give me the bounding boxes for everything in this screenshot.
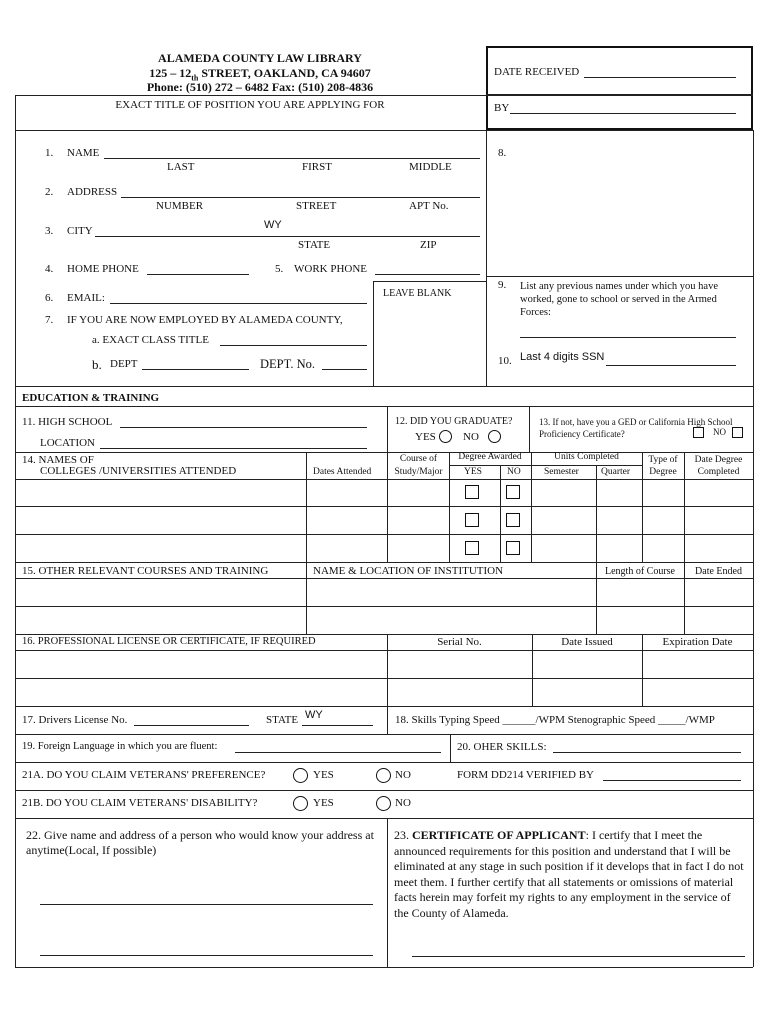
home-phone-label: HOME PHONE <box>67 263 139 275</box>
position-title-field[interactable] <box>22 113 477 131</box>
org-name: ALAMEDA COUNTY LAW LIBRARY <box>158 51 362 65</box>
ged-yes-checkbox[interactable] <box>693 427 704 438</box>
org-address: $125 - 12_{th}$ STREET, OAKLAND, CA 94607 <box>149 66 371 83</box>
graduate-yes-radio[interactable] <box>439 430 452 443</box>
course-row-2[interactable] <box>16 607 306 633</box>
previous-names-field[interactable] <box>520 337 736 338</box>
dept-no-field[interactable] <box>322 369 367 370</box>
course-row-1[interactable] <box>16 579 306 605</box>
degree-yes-checkbox-3[interactable] <box>465 541 479 555</box>
previous-names-label: List any previous names under which you have worked, gone to school or served in the Armed Forces: <box>520 281 718 318</box>
education-section-title: EDUCATION & TRAINING <box>22 392 160 404</box>
degree-yes-checkbox-1[interactable] <box>465 485 479 499</box>
ged-label: 13. If not, have you a GED or California High School Proficiency Certificate? <box>539 417 733 439</box>
home-phone-field[interactable] <box>147 274 249 275</box>
email-field[interactable] <box>110 303 367 304</box>
other-skills-field[interactable] <box>553 752 741 753</box>
state-value: WY <box>264 219 282 231</box>
dept-label: DEPT <box>110 358 138 370</box>
vet-dis-yes-radio[interactable] <box>293 796 308 811</box>
vet-pref-yes-radio[interactable] <box>293 768 308 783</box>
date-received-field[interactable] <box>584 77 736 78</box>
date-received-label: DATE RECEIVED <box>494 66 580 78</box>
work-phone-field[interactable] <box>375 274 480 275</box>
employed-label: IF YOU ARE NOW EMPLOYED BY ALAMEDA COUNTY, <box>67 314 343 326</box>
college-row-3[interactable] <box>16 535 306 561</box>
other-skills-label: 20. OHER SKILLS: <box>457 741 547 753</box>
dl-state-value: WY <box>305 709 323 721</box>
address-field[interactable] <box>121 197 480 198</box>
drivers-license-label: 17. Drivers License No. <box>22 714 128 726</box>
license-row-2[interactable] <box>16 679 386 705</box>
city-field[interactable] <box>95 236 480 237</box>
ssn-field[interactable] <box>606 365 736 366</box>
position-title-label: EXACT TITLE OF POSITION YOU ARE APPLYING FOR <box>115 99 385 111</box>
applicant-signature-field[interactable] <box>412 956 745 957</box>
location-field[interactable] <box>100 448 367 449</box>
vet-pref-no-radio[interactable] <box>376 768 391 783</box>
reference-label: 22. Give name and address of a person who would know your address at anytime(Local, If possible) <box>26 828 374 857</box>
foreign-language-label: 19. Foreign Language in which you are fluent: <box>22 741 218 752</box>
email-label: EMAIL: <box>67 292 105 304</box>
foreign-language-field[interactable] <box>235 752 441 753</box>
high-school-field[interactable] <box>120 427 367 428</box>
license-label: 16. PROFESSIONAL LICENSE OR CERTIFICATE, IF REQUIRED <box>22 636 316 647</box>
high-school-label: 11. HIGH SCHOOL <box>22 416 113 428</box>
dd214-label: FORM DD214 VERIFIED BY <box>457 769 595 781</box>
drivers-license-field[interactable] <box>134 725 249 726</box>
leave-blank-label: LEAVE BLANK <box>383 288 452 299</box>
degree-yes-checkbox-2[interactable] <box>465 513 479 527</box>
location-label: LOCATION <box>40 437 95 449</box>
ssn-label: Last 4 digits SSN <box>520 351 605 363</box>
dl-state-field[interactable] <box>302 725 373 726</box>
vet-preference-label: 21A. DO YOU CLAIM VETERANS' PREFERENCE? <box>22 769 266 781</box>
certificate-text: 23. CERTIFICATE OF APPLICANT: I certify that I meet the announced requirements for this position and understand that I will be eliminated at any stage in such position if it develops that in fact I do not meet them. I further certify that all statements or omissions of material facts herein may forfeit my rights to any employment in the service of the County of Alameda. <box>394 828 744 920</box>
college-row-2[interactable] <box>16 507 306 533</box>
class-title-field[interactable] <box>220 345 367 346</box>
reference-line-1[interactable] <box>40 904 373 905</box>
degree-no-checkbox-2[interactable] <box>506 513 520 527</box>
name-label: NAME <box>67 147 100 159</box>
by-label: BY <box>494 102 510 114</box>
dept-no-label: DEPT. No. <box>260 357 315 371</box>
degree-no-checkbox-1[interactable] <box>506 485 520 499</box>
class-title-label: a. EXACT CLASS TITLE <box>92 334 209 346</box>
dd214-field[interactable] <box>603 780 741 781</box>
city-label: CITY <box>67 225 93 237</box>
vet-disability-label: 21B. DO YOU CLAIM VETERANS' DISABILITY? <box>22 797 258 809</box>
ged-no-checkbox[interactable] <box>732 427 743 438</box>
college-row-1[interactable] <box>16 480 306 506</box>
graduate-label: 12. DID YOU GRADUATE? <box>395 416 513 427</box>
degree-no-checkbox-3[interactable] <box>506 541 520 555</box>
office-use-box <box>486 46 753 130</box>
vet-dis-no-radio[interactable] <box>376 796 391 811</box>
reference-line-2[interactable] <box>40 955 373 956</box>
work-phone-label: WORK PHONE <box>294 263 368 275</box>
by-field[interactable] <box>510 113 736 114</box>
other-courses-label: 15. OTHER RELEVANT COURSES AND TRAINING <box>22 565 269 577</box>
address-label: ADDRESS <box>67 186 118 198</box>
license-row-1[interactable] <box>16 651 386 677</box>
name-field[interactable] <box>104 158 480 159</box>
org-phone: Phone: (510) 272 – 6482 Fax: (510) 208-4836 <box>146 80 374 94</box>
typing-speed-label: 18. Skills Typing Speed ______/WPM Stenographic Speed _____/WMP <box>395 714 715 726</box>
dept-field[interactable] <box>142 369 249 370</box>
graduate-no-radio[interactable] <box>488 430 501 443</box>
